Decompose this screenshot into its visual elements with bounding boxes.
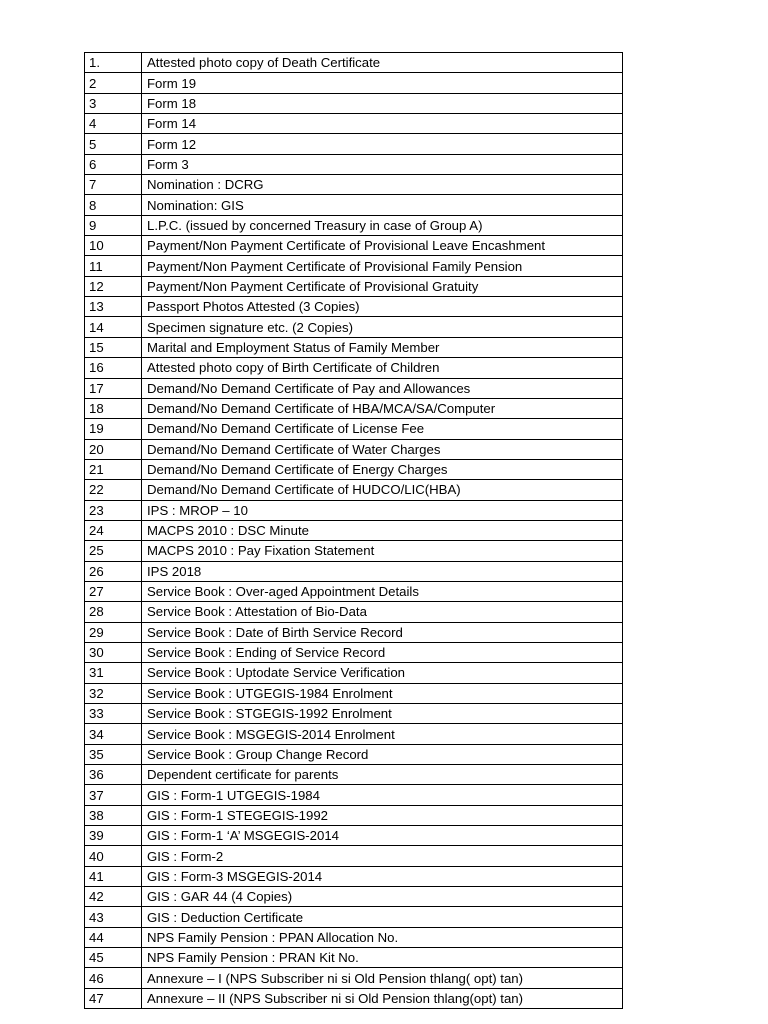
row-number: 41 [85, 866, 142, 886]
document-item: Payment/Non Payment Certificate of Provisional Gratuity [142, 276, 623, 296]
table-row [85, 622, 623, 642]
row-number: 32 [85, 683, 142, 703]
row-number: 2 [85, 73, 142, 93]
document-item: Form 14 [142, 114, 623, 134]
row-number: 4 [85, 114, 142, 134]
document-item: Demand/No Demand Certificate of Water Charges [142, 439, 623, 459]
row-number: 44 [85, 927, 142, 947]
document-item: Attested photo copy of Death Certificate [142, 53, 623, 73]
document-item: Demand/No Demand Certificate of HUDCO/LIC(HBA) [142, 480, 623, 500]
row-number: 14 [85, 317, 142, 337]
document-item: MACPS 2010 : DSC Minute [142, 520, 623, 540]
table-row [85, 866, 623, 886]
table-row [85, 459, 623, 479]
document-item: Demand/No Demand Certificate of HBA/MCA/SA/Computer [142, 398, 623, 418]
row-number: 35 [85, 744, 142, 764]
table-row [85, 581, 623, 601]
table-row [85, 602, 623, 622]
row-number: 38 [85, 805, 142, 825]
table-row [85, 53, 623, 73]
row-number: 25 [85, 541, 142, 561]
document-item: GIS : Form-1 UTGEGIS-1984 [142, 785, 623, 805]
table-row [85, 765, 623, 785]
table-row [85, 215, 623, 235]
table-row [85, 154, 623, 174]
row-number: 16 [85, 358, 142, 378]
table-row [85, 520, 623, 540]
row-number: 31 [85, 663, 142, 683]
row-number: 45 [85, 948, 142, 968]
document-item: Attested photo copy of Birth Certificate of Children [142, 358, 623, 378]
row-number: 34 [85, 724, 142, 744]
table-row [85, 642, 623, 662]
table-row [85, 887, 623, 907]
row-number: 13 [85, 297, 142, 317]
document-item: GIS : GAR 44 (4 Copies) [142, 887, 623, 907]
row-number: 24 [85, 520, 142, 540]
table-row [85, 683, 623, 703]
row-number: 10 [85, 236, 142, 256]
table-row [85, 175, 623, 195]
document-item: NPS Family Pension : PPAN Allocation No. [142, 927, 623, 947]
table-row [85, 988, 623, 1008]
row-number: 37 [85, 785, 142, 805]
document-item: Service Book : UTGEGIS-1984 Enrolment [142, 683, 623, 703]
document-item: MACPS 2010 : Pay Fixation Statement [142, 541, 623, 561]
document-item: Service Book : Ending of Service Record [142, 642, 623, 662]
table-row [85, 846, 623, 866]
document-item: Annexure – II (NPS Subscriber ni si Old Pension thlang(opt) tan) [142, 988, 623, 1008]
table-row [85, 73, 623, 93]
table-row [85, 358, 623, 378]
table-row [85, 276, 623, 296]
row-number: 21 [85, 459, 142, 479]
document-item: Service Book : Group Change Record [142, 744, 623, 764]
table-row [85, 256, 623, 276]
table-row [85, 561, 623, 581]
row-number: 43 [85, 907, 142, 927]
table-row [85, 236, 623, 256]
table-row [85, 439, 623, 459]
document-item: Payment/Non Payment Certificate of Provisional Leave Encashment [142, 236, 623, 256]
document-item: IPS 2018 [142, 561, 623, 581]
table-row [85, 785, 623, 805]
table-row [85, 907, 623, 927]
table-row [85, 337, 623, 357]
document-item: Form 12 [142, 134, 623, 154]
table-row [85, 826, 623, 846]
row-number: 47 [85, 988, 142, 1008]
table-row [85, 704, 623, 724]
document-checklist-table [84, 52, 623, 1009]
document-item: Service Book : Date of Birth Service Record [142, 622, 623, 642]
row-number: 5 [85, 134, 142, 154]
row-number: 39 [85, 826, 142, 846]
document-item: Form 19 [142, 73, 623, 93]
document-item: Demand/No Demand Certificate of Pay and Allowances [142, 378, 623, 398]
table-row [85, 724, 623, 744]
document-item: Service Book : Over-aged Appointment Details [142, 581, 623, 601]
document-item: L.P.C. (issued by concerned Treasury in case of Group A) [142, 215, 623, 235]
table-row [85, 480, 623, 500]
row-number: 29 [85, 622, 142, 642]
document-item: Form 3 [142, 154, 623, 174]
row-number: 33 [85, 704, 142, 724]
row-number: 18 [85, 398, 142, 418]
table-row [85, 195, 623, 215]
row-number: 6 [85, 154, 142, 174]
table-row [85, 541, 623, 561]
row-number: 26 [85, 561, 142, 581]
table-row [85, 134, 623, 154]
document-item: Nomination: GIS [142, 195, 623, 215]
table-row [85, 744, 623, 764]
row-number: 46 [85, 968, 142, 988]
document-item: Dependent certificate for parents [142, 765, 623, 785]
row-number: 17 [85, 378, 142, 398]
document-item: Service Book : Attestation of Bio-Data [142, 602, 623, 622]
table-row [85, 500, 623, 520]
table-row [85, 398, 623, 418]
row-number: 1. [85, 53, 142, 73]
document-item: Payment/Non Payment Certificate of Provisional Family Pension [142, 256, 623, 276]
document-item: Form 18 [142, 93, 623, 113]
row-number: 11 [85, 256, 142, 276]
row-number: 30 [85, 642, 142, 662]
document-item: Service Book : Uptodate Service Verification [142, 663, 623, 683]
document-item: Service Book : STGEGIS-1992 Enrolment [142, 704, 623, 724]
row-number: 20 [85, 439, 142, 459]
table-row [85, 93, 623, 113]
document-item: Annexure – I (NPS Subscriber ni si Old Pension thlang( opt) tan) [142, 968, 623, 988]
table-row [85, 948, 623, 968]
row-number: 3 [85, 93, 142, 113]
document-item: GIS : Form-1 STEGEGIS-1992 [142, 805, 623, 825]
table-row [85, 378, 623, 398]
document-item: Marital and Employment Status of Family Member [142, 337, 623, 357]
document-item: GIS : Deduction Certificate [142, 907, 623, 927]
document-item: GIS : Form-3 MSGEGIS-2014 [142, 866, 623, 886]
document-item: Service Book : MSGEGIS-2014 Enrolment [142, 724, 623, 744]
document-item: Demand/No Demand Certificate of License Fee [142, 419, 623, 439]
table-row [85, 805, 623, 825]
table-row [85, 317, 623, 337]
document-item: NPS Family Pension : PRAN Kit No. [142, 948, 623, 968]
table-row [85, 419, 623, 439]
row-number: 9 [85, 215, 142, 235]
document-item: GIS : Form-2 [142, 846, 623, 866]
row-number: 15 [85, 337, 142, 357]
row-number: 28 [85, 602, 142, 622]
table-body [85, 53, 623, 1009]
row-number: 36 [85, 765, 142, 785]
table-row [85, 968, 623, 988]
row-number: 12 [85, 276, 142, 296]
document-item: Demand/No Demand Certificate of Energy Charges [142, 459, 623, 479]
document-item: IPS : MROP – 10 [142, 500, 623, 520]
table-row [85, 663, 623, 683]
document-item: Nomination : DCRG [142, 175, 623, 195]
row-number: 42 [85, 887, 142, 907]
document-item: Specimen signature etc. (2 Copies) [142, 317, 623, 337]
row-number: 8 [85, 195, 142, 215]
row-number: 19 [85, 419, 142, 439]
row-number: 23 [85, 500, 142, 520]
row-number: 40 [85, 846, 142, 866]
row-number: 7 [85, 175, 142, 195]
table-row [85, 927, 623, 947]
table-row [85, 114, 623, 134]
table-row [85, 297, 623, 317]
row-number: 27 [85, 581, 142, 601]
document-item: GIS : Form-1 ‘A’ MSGEGIS-2014 [142, 826, 623, 846]
document-item: Passport Photos Attested (3 Copies) [142, 297, 623, 317]
row-number: 22 [85, 480, 142, 500]
